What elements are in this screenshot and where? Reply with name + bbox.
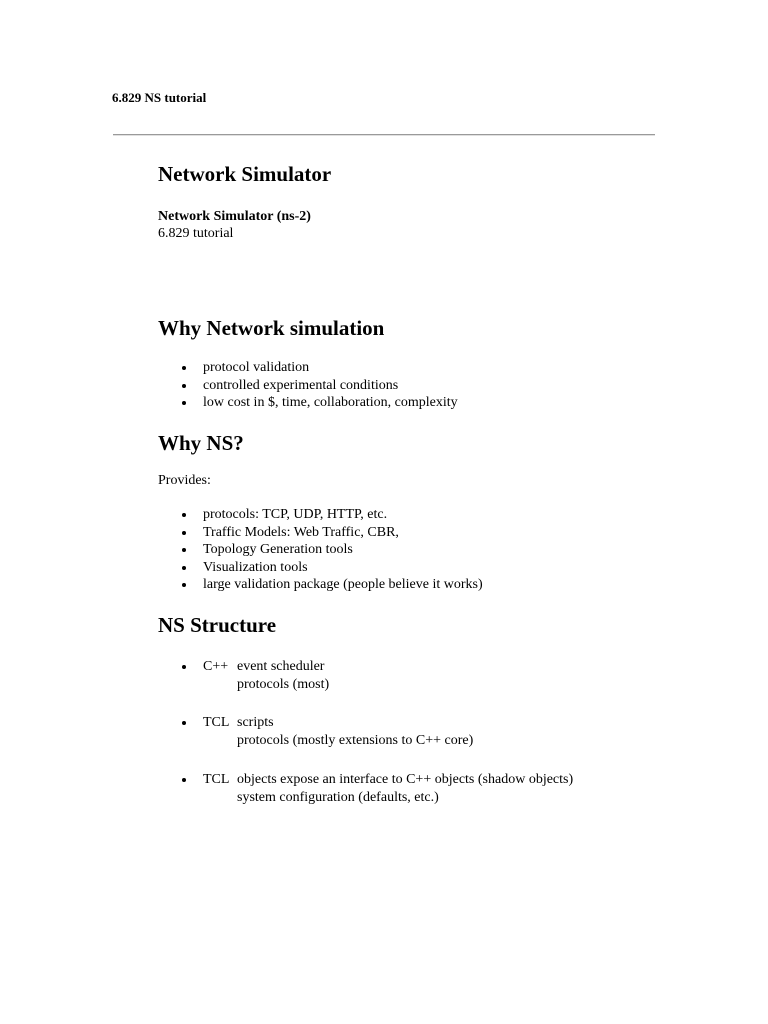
list-item: protocols: TCP, UDP, HTTP, etc. xyxy=(158,506,483,524)
bullet-icon xyxy=(182,665,186,669)
structure-detail: event scheduler xyxy=(237,659,325,674)
heading-why-ns: Why NS? xyxy=(158,431,244,455)
list-item: low cost in $, time, collaboration, complexity xyxy=(158,394,458,412)
list-item: Visualization tools xyxy=(158,559,483,577)
structure-key: C++ xyxy=(203,659,229,674)
heading-network-simulator: Network Simulator xyxy=(158,162,332,186)
heading-ns-structure: NS Structure xyxy=(158,613,277,637)
list-item: protocol validation xyxy=(158,359,458,377)
subtitle-ns2: Network Simulator (ns-2) xyxy=(158,209,311,224)
heading-why-network-simulation: Why Network simulation xyxy=(158,316,385,340)
structure-detail: protocols (most) xyxy=(237,676,330,692)
bullet-icon xyxy=(182,513,186,517)
horizontal-rule xyxy=(113,134,655,136)
course-label: 6.829 tutorial xyxy=(158,226,234,241)
structure-detail: system configuration (defaults, etc.) xyxy=(237,789,439,805)
list-item: large validation package (people believe it works) xyxy=(158,576,483,594)
bullet-icon xyxy=(182,583,186,587)
why-simulation-list xyxy=(158,359,458,412)
document-header: 6.829 NS tutorial xyxy=(112,90,207,105)
list-item: controlled experimental conditions xyxy=(158,377,458,395)
bullet-icon xyxy=(182,531,186,535)
provides-label: Provides: xyxy=(158,473,211,488)
structure-detail: protocols (mostly extensions to C++ core) xyxy=(237,732,474,748)
bullet-icon xyxy=(182,401,186,405)
list-item: Topology Generation tools xyxy=(158,541,483,559)
bullet-icon xyxy=(182,384,186,388)
bullet-icon xyxy=(182,778,186,782)
bullet-icon xyxy=(182,566,186,570)
list-item: Traffic Models: Web Traffic, CBR, xyxy=(158,524,483,542)
structure-detail: scripts xyxy=(237,715,274,730)
structure-key: TCL xyxy=(203,772,230,787)
bullet-icon xyxy=(182,366,186,370)
structure-detail: objects expose an interface to C++ objects (shadow objects) xyxy=(237,772,574,787)
structure-key: TCL xyxy=(203,715,230,730)
bullet-icon xyxy=(182,548,186,552)
bullet-icon xyxy=(182,721,186,725)
why-ns-list xyxy=(158,506,483,594)
